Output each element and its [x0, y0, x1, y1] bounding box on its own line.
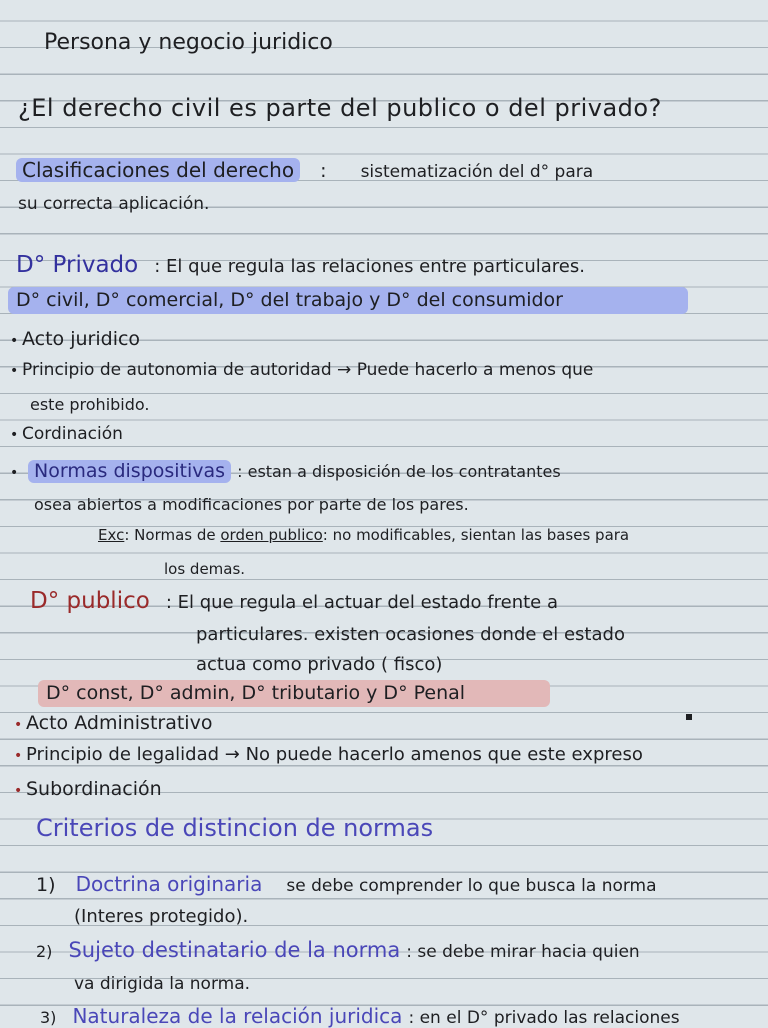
- publico-def2: particulares. existen ocasiones donde el estado: [196, 624, 625, 645]
- clasificaciones-def1: sistematización del d° para: [360, 162, 594, 182]
- exc-label: Exc: [98, 526, 125, 544]
- criterio-2-def2: va dirigida la norma.: [74, 974, 251, 994]
- exc-term: orden publico: [220, 526, 323, 544]
- normas-def2: osea abiertos a modificaciones por parte de los pares.: [34, 495, 469, 514]
- publico-def1: : El que regula el actuar del estado frente a: [165, 592, 558, 613]
- clasificaciones-sep: :: [320, 160, 327, 182]
- bullet-icon: •: [10, 333, 19, 349]
- criterio-1-def2: (Interes protegido).: [74, 906, 249, 927]
- criterio-3-num: 3): [40, 1008, 57, 1027]
- privado-term: D° Privado: [16, 252, 139, 278]
- publico-branches-wrap: [38, 680, 550, 707]
- bullet-icon: •: [10, 427, 19, 443]
- ink-dot: [686, 714, 692, 720]
- privado-line: [16, 254, 585, 277]
- bullet-icon: •: [10, 465, 19, 481]
- clasificaciones-line: [16, 158, 593, 182]
- publico-term: D° publico: [30, 588, 150, 614]
- clasificaciones-term: Clasificaciones del derecho: [16, 158, 300, 182]
- page-title: Persona y negocio juridico: [44, 30, 333, 55]
- publico-def3: actua como privado ( fisco): [196, 654, 443, 675]
- criterios-heading: Criterios de distincion de normas: [36, 814, 434, 842]
- clasificaciones-def2: su correcta aplicación.: [18, 194, 210, 214]
- criterio-3-def: : en el D° privado las relaciones: [408, 1008, 680, 1028]
- normas-line: [10, 460, 561, 483]
- normas-def1: : estan a disposición de los contratantes: [237, 462, 561, 481]
- publico-item-2: • Principio de legalidad → No puede hacerlo amenos que este expreso: [14, 744, 643, 765]
- criterio-2-term: Sujeto destinatario de la norma: [68, 938, 401, 962]
- criterio-1: [36, 874, 657, 895]
- exc-post: : no modificables, sientan las bases para: [322, 526, 630, 544]
- publico-item-1: • Acto Administrativo: [14, 712, 213, 734]
- privado-item-1: • Acto juridico: [10, 328, 141, 350]
- publico-item-3: • Subordinación: [14, 778, 162, 800]
- criterio-3-term: Naturaleza de la relación juridica: [72, 1004, 403, 1028]
- exc-pre: : Normas de: [124, 526, 221, 544]
- publico-line: [30, 590, 558, 613]
- question: ¿El derecho civil es parte del publico o del privado?: [18, 94, 662, 122]
- privado-branches: D° civil, D° comercial, D° del trabajo y D° del consumidor: [8, 287, 688, 314]
- privado-item-3: • Cordinación: [10, 424, 123, 444]
- criterio-2-def: : se debe mirar hacia quien: [406, 942, 640, 962]
- privado-item-2: • Principio de autonomia de autoridad → Puede hacerlo a menos que: [10, 360, 594, 380]
- criterio-1-def: se debe comprender lo que busca la norma: [286, 876, 657, 896]
- publico-branches: D° const, D° admin, D° tributario y D° Penal: [38, 680, 550, 707]
- bullet-icon: •: [14, 717, 23, 733]
- criterio-1-num: 1): [36, 874, 56, 896]
- privado-item-2-cont: este prohibido.: [30, 395, 150, 414]
- exc-end: los demas.: [164, 560, 246, 578]
- criterio-2-num: 2): [36, 942, 53, 961]
- criterio-1-term: Doctrina originaria: [75, 872, 263, 896]
- privado-branches-wrap: [8, 287, 688, 314]
- normas-term: Normas dispositivas: [28, 460, 231, 483]
- bullet-icon: •: [14, 748, 23, 764]
- criterio-2: [36, 940, 640, 961]
- bullet-icon: •: [10, 363, 19, 379]
- bullet-icon: •: [14, 783, 23, 799]
- exc-line: [98, 528, 629, 543]
- privado-def: : El que regula las relaciones entre particulares.: [154, 256, 585, 277]
